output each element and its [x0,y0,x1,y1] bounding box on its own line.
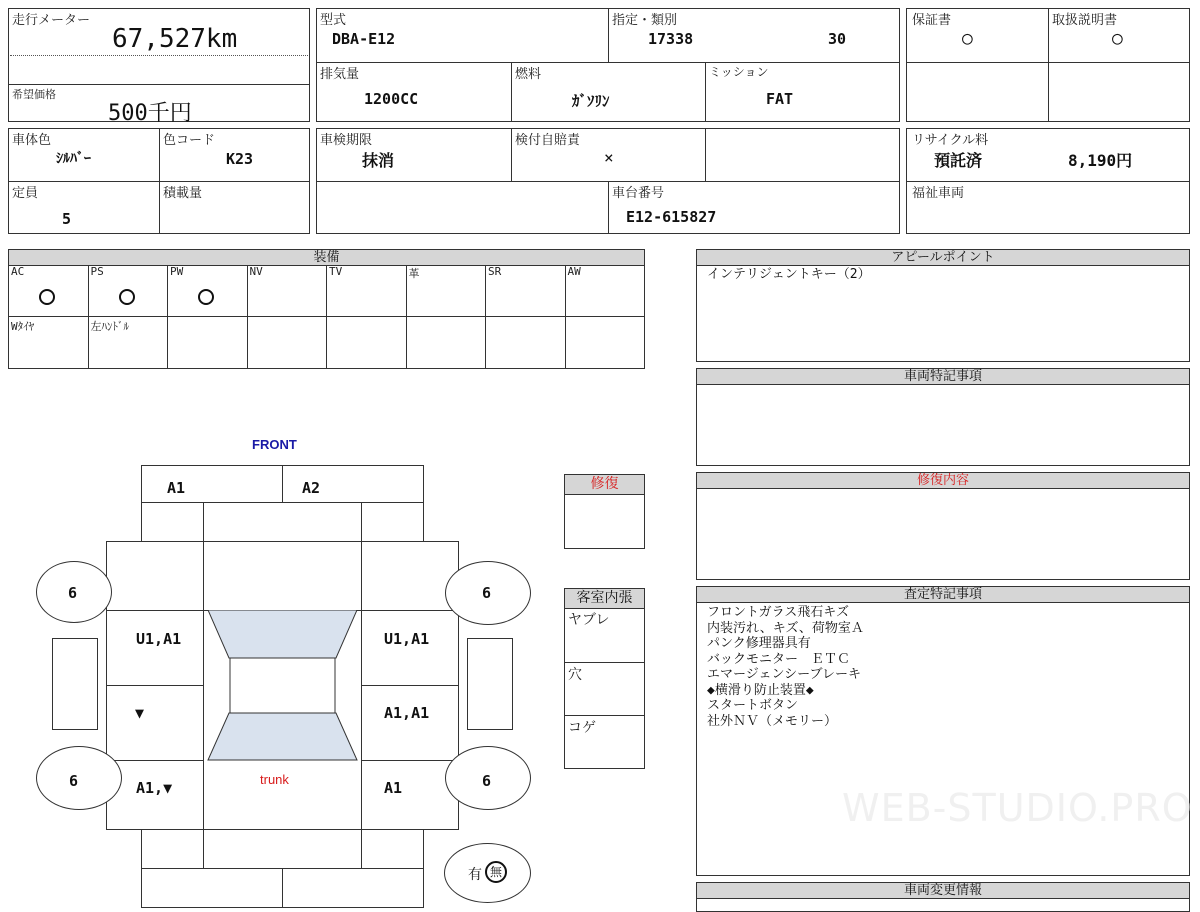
interior-divider-1 [565,662,644,663]
fuel-label: 燃料 [515,67,542,82]
front-door-left-label: U1,A1 [136,630,182,648]
repair-detail-title: 修復内容 [697,473,1189,489]
equipment-label: 左ﾊﾝﾄﾞﾙ [90,320,129,333]
recycle-value-2: 8,190円 [1068,151,1133,170]
price-value: 500千円 [108,101,192,126]
interior-item-hole: 穴 [568,667,582,683]
rear-panel [203,829,362,869]
equipment-cell-6 [407,265,487,317]
equipment-mark [119,289,135,305]
color-vline [159,128,160,234]
equipment-cell-row2-5 [327,317,407,369]
equipment-cell-4 [248,265,328,317]
front-grille [203,502,362,542]
appeal-panel [696,249,1190,362]
spec-vline-3 [705,62,706,122]
displacement-value: 1200CC [364,90,419,108]
tire-front-right-label: 6 [482,584,492,602]
vehicle-change-title: 車両変更情報 [697,883,1189,899]
equipment-cell-row2-1 [9,317,89,369]
equipment-mark [198,289,214,305]
equipment-cell-1 [9,265,89,317]
front-bumper-right-label: A2 [302,479,321,497]
chassis-label: 車台番号 [612,186,665,201]
equipment-label: 革 [408,267,420,280]
spec-divider [316,62,900,63]
inspection-vline-1 [511,128,512,181]
assessment-line: フロントガラス飛石キズ [707,605,849,620]
equipment-label: SR [488,265,502,278]
body-color-label: 車体色 [12,133,52,148]
rear-window [208,713,357,760]
inspection-vline-2 [705,128,706,181]
assessment-line: バックモニター ＥＴＣ [707,651,851,667]
fuel-value: ｶﾞｿﾘﾝ [572,92,610,110]
manual-label: 取扱説明書 [1052,13,1118,28]
rear-fender-right [361,760,459,830]
assessment-line: 社外ＮＶ（メモリー） [707,713,838,729]
hood [203,541,362,611]
assessment-line: 内装汚れ、キズ、荷物室Ａ [707,620,864,636]
designation-value-2: 30 [828,30,847,48]
rear-door-right [361,685,459,761]
rear-door-left-label: ▼ [135,704,145,722]
insurance-label: 検付自賠責 [515,133,581,148]
vehicle-change-panel [696,882,1190,912]
repair-box [564,474,645,549]
tire-rear-right-label: 6 [482,772,492,790]
insurance-value: × [604,148,614,167]
warranty-vline [1048,8,1049,122]
welfare-label: 福祉車両 [912,186,965,201]
designation-label: 指定・類別 [612,13,678,28]
spare-yes-label: 有 [468,867,482,883]
recycle-value-1: 預託済 [934,151,983,170]
side-sill-left [52,638,98,730]
equipment-cell-5 [327,265,407,317]
rear-fender-left-label: A1,▼ [136,779,173,797]
front-fender-left [106,541,204,611]
headlight-left [141,502,204,542]
front-fender-right [361,541,459,611]
trunk-label: trunk [260,772,289,787]
capacity-label: 定員 [12,186,39,201]
assessment-line: パンク修理器具有 [707,636,811,651]
front-door-right [361,610,459,686]
model-label: 型式 [320,13,347,28]
repair-detail-panel [696,472,1190,580]
spec-vline-2 [511,62,512,122]
tire-rear-left [36,746,122,810]
appeal-title: アピールポイント [697,250,1189,266]
repair-title: 修復 [565,475,644,495]
equipment-cell-3 [168,265,248,317]
recycle-label: リサイクル料 [912,133,989,148]
inspection-value: 抹消 [362,151,395,170]
equipment-label: Wﾀｲﾔ [11,320,35,333]
warranty-divider [906,62,1190,63]
vehicle-notes-title: 車両特記事項 [697,369,1189,385]
interior-divider-2 [565,715,644,716]
windshield [208,610,357,658]
spec-vline-1 [608,8,609,62]
displacement-label: 排気量 [320,67,360,82]
equipment-cell-7 [486,265,566,317]
equipment-label: PS [90,265,104,278]
meter-label: 走行メーター [12,13,91,28]
rear-door-right-label: A1,A1 [384,704,430,722]
equipment-label: NV [249,265,263,278]
color-code-label: 色コード [163,133,216,148]
capacity-value: 5 [62,210,72,228]
taillight-left [141,829,204,869]
warranty-label: 保証書 [912,13,952,28]
front-door-left [106,610,204,686]
equipment-cell-row2-6 [407,317,487,369]
mission-value: FAT [766,90,794,108]
assessment-line: エマージェンシーブレーキ [707,667,861,682]
equipment-label: PW [170,265,184,278]
equipment-cell-row2-7 [486,317,566,369]
rear-fender-right-label: A1 [384,779,403,797]
assessment-line: ◆横滑り防止装置◆ [707,682,814,698]
appeal-text: インテリジェントキー（2） [707,267,871,282]
tire-front-left-label: 6 [68,584,78,602]
spare-no-label: 無 [485,861,507,883]
rear-bumper-right [282,868,424,908]
rear-door-left [106,685,204,761]
chassis-value: E12-615827 [626,208,717,226]
interior-box [564,588,645,769]
equipment-cell-row2-2 [89,317,169,369]
tire-rear-left-label: 6 [69,772,79,790]
assessment-panel [696,586,1190,876]
watermark: WEB-STUDIO.PRO [842,786,1193,830]
equipment-label: AC [11,265,25,278]
assessment-title: 査定特記事項 [697,587,1189,603]
color-code-value: K23 [226,150,254,168]
front-door-right-label: U1,A1 [384,630,430,648]
equipment-label: TV [329,265,343,278]
interior-item-tear: ヤブレ [568,612,610,628]
inspection-vline-3 [608,181,609,234]
meter-divider [8,84,310,85]
equipment-cell-8 [566,265,646,317]
equipment-cell-row2-4 [248,317,328,369]
inspection-label: 車検期限 [320,133,373,148]
warranty-value: ○ [962,28,973,49]
taillight-right [361,829,424,869]
manual-value: ○ [1112,28,1123,49]
front-label: FRONT [252,437,297,452]
assessment-line: スタートボタン [707,698,799,713]
meter-value: 67,527km [112,24,238,54]
front-bumper-left [141,465,283,503]
side-sill-right [467,638,513,730]
equipment-mark [39,289,55,305]
model-value: DBA-E12 [332,30,396,48]
interior-item-burn: コゲ [568,720,596,736]
load-label: 積載量 [163,186,203,201]
headlight-right [361,502,424,542]
equipment-label: AW [567,265,581,278]
price-label: 希望価格 [12,88,56,101]
equipment-cell-2 [89,265,169,317]
roof [230,658,335,713]
mission-label: ミッション [709,65,769,79]
cabin-roof [203,610,362,831]
front-bumper-left-label: A1 [167,479,186,497]
meter-underline [10,55,308,56]
equipment-cell-row2-3 [168,317,248,369]
body-color-value: ｼﾙﾊﾞｰ [56,151,91,167]
designation-value-1: 17338 [648,30,694,48]
equipment-title: 装備 [9,250,644,266]
equipment-cell-row2-8 [566,317,646,369]
vehicle-notes-panel [696,368,1190,466]
rear-bumper-left [141,868,283,908]
interior-title: 客室内張 [565,589,644,609]
